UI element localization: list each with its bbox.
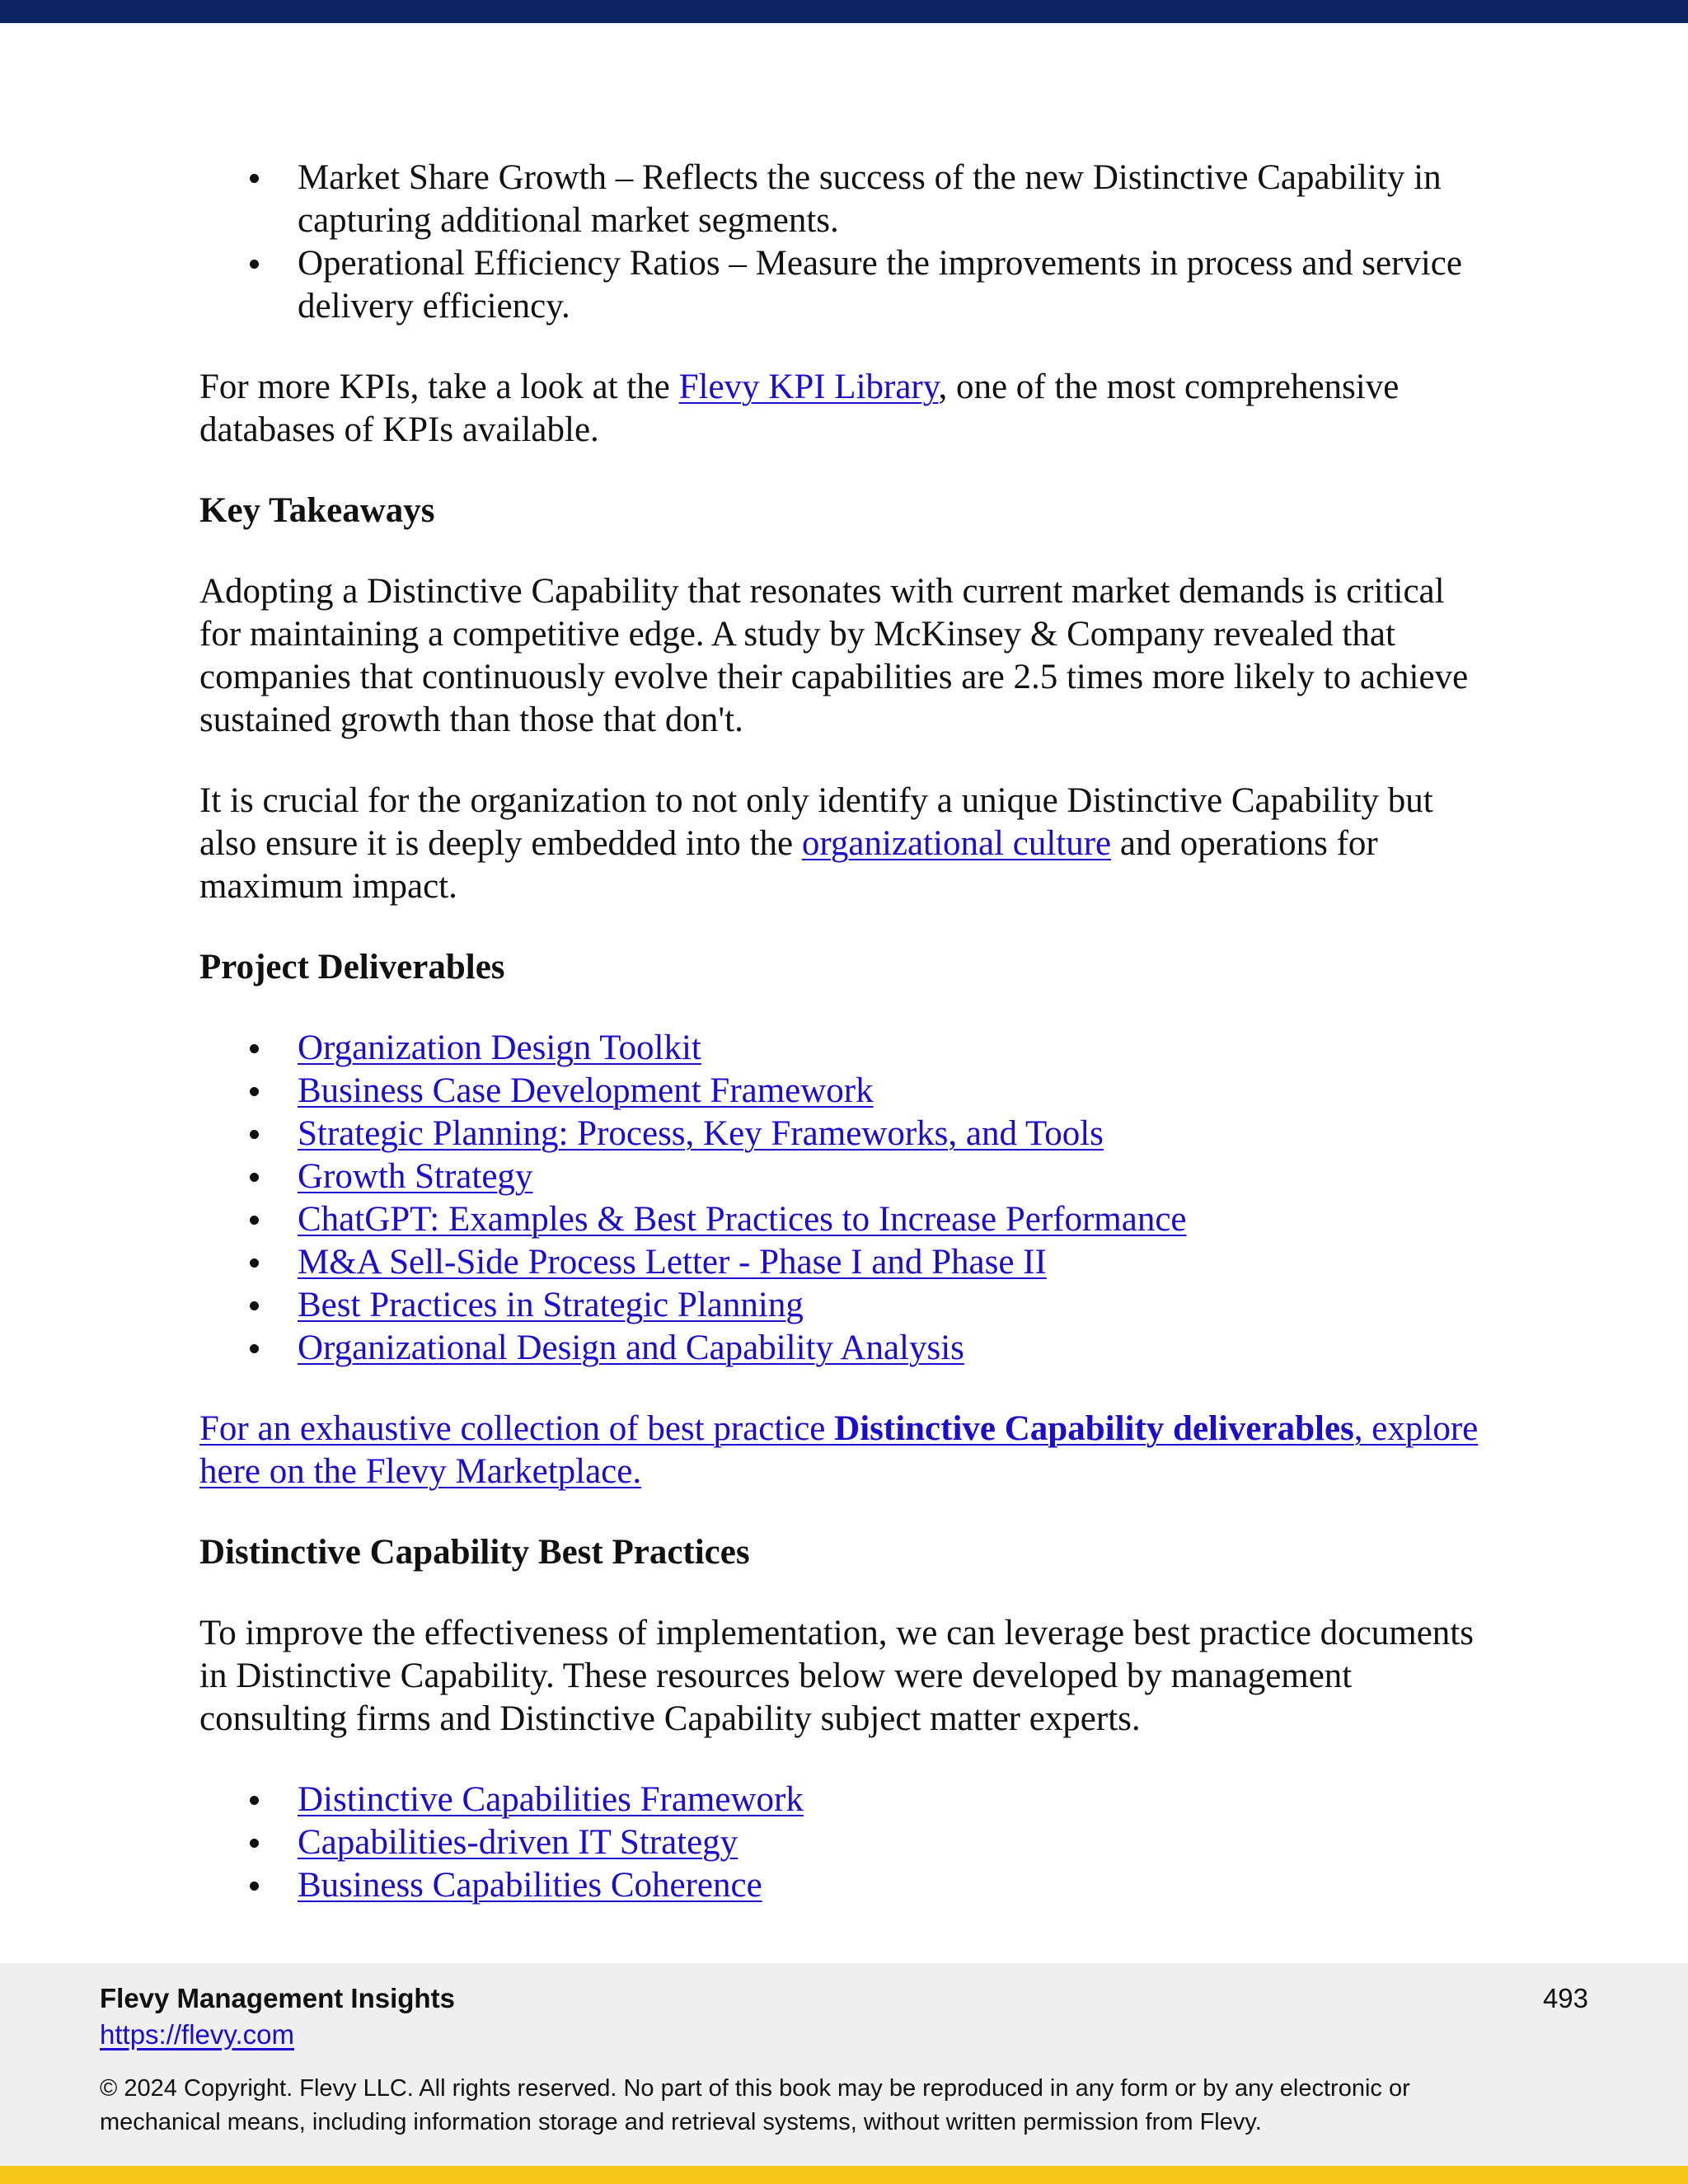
paragraph-text: It is crucial for the organization to not only identify a unique Distinctive Capability but also ensure it is deeply embedded into the bbox=[199, 781, 1433, 863]
bullet-icon bbox=[250, 1044, 259, 1053]
footer-url-link[interactable]: https://flevy.com bbox=[100, 2019, 294, 2050]
cta-bold-text: Distinctive Capability deliverables bbox=[834, 1409, 1354, 1448]
bottom-accent-bar bbox=[0, 2166, 1688, 2184]
kpi-library-link[interactable]: Flevy KPI Library bbox=[678, 368, 939, 406]
best-practice-link[interactable]: Capabilities-driven IT Strategy bbox=[298, 1823, 738, 1862]
list-item bbox=[199, 1327, 1485, 1370]
bullet-icon bbox=[250, 1796, 259, 1805]
bullet-icon bbox=[250, 1301, 259, 1310]
bullet-icon bbox=[250, 1130, 259, 1139]
list-item bbox=[199, 1821, 1485, 1864]
footer-brand: Flevy Management Insights bbox=[100, 1983, 455, 2013]
organizational-culture-link[interactable]: organizational culture bbox=[801, 824, 1112, 863]
project-deliverables-heading: Project Deliverables bbox=[199, 948, 505, 987]
marketplace-link[interactable] bbox=[199, 1409, 1478, 1491]
key-takeaways-paragraph-1: Adopting a Distinctive Capability that resonates with current market demands is critical for maintaining a competitive edge. A study by McKinsey & Company revealed that companies that continuously evolve their capabilities are 2.5 times more likely to achieve sustained growth than those that don't. bbox=[199, 572, 1469, 739]
list-item bbox=[199, 1113, 1485, 1155]
deliverable-link[interactable]: Business Case Development Framework bbox=[298, 1071, 874, 1110]
list-item bbox=[199, 157, 1485, 242]
deliverables-list bbox=[199, 1027, 1485, 1370]
list-item-text: Operational Efficiency Ratios – Measure the improvements in process and service delivery efficiency. bbox=[298, 244, 1462, 326]
bullet-icon bbox=[250, 1216, 259, 1225]
bullet-icon bbox=[250, 1839, 259, 1848]
list-item bbox=[199, 1155, 1485, 1198]
list-item bbox=[199, 1198, 1485, 1241]
key-takeaways-heading: Key Takeaways bbox=[199, 491, 435, 530]
paragraph-text: For more KPIs, take a look at the bbox=[199, 368, 679, 406]
copyright-notice: © 2024 Copyright. Flevy LLC. All rights reserved. No part of this book may be reproduced in any form or by any electronic or mechanical means, including information storage and retrieval systems, without written permission from Flevy. bbox=[100, 2075, 1410, 2135]
cta-text: For an exhaustive collection of best practice bbox=[199, 1409, 835, 1448]
best-practice-link[interactable]: Distinctive Capabilities Framework bbox=[298, 1780, 804, 1819]
list-item bbox=[199, 1864, 1485, 1907]
deliverable-link[interactable]: Strategic Planning: Process, Key Frameworks, and Tools bbox=[298, 1114, 1104, 1153]
kpi-library-paragraph bbox=[199, 366, 1485, 452]
best-practices-heading: Distinctive Capability Best Practices bbox=[199, 1533, 750, 1572]
bullet-icon bbox=[250, 1344, 259, 1353]
page-footer bbox=[0, 1963, 1688, 2166]
list-item bbox=[199, 1070, 1485, 1113]
top-accent-bar bbox=[0, 0, 1688, 23]
list-item bbox=[199, 1241, 1485, 1284]
bullet-icon bbox=[250, 174, 259, 183]
cta-text: , explore here on the Flevy Marketplace. bbox=[199, 1409, 1479, 1491]
bullet-icon bbox=[250, 1087, 259, 1096]
deliverable-link[interactable]: Growth Strategy bbox=[298, 1157, 533, 1196]
best-practices-list bbox=[199, 1779, 1485, 1907]
list-item bbox=[199, 1284, 1485, 1327]
list-item bbox=[199, 1779, 1485, 1821]
deliverable-link[interactable]: Organization Design Toolkit bbox=[298, 1029, 701, 1067]
list-item bbox=[199, 1027, 1485, 1070]
paragraph-text: and operations for maximum impact. bbox=[199, 824, 1378, 906]
best-practice-link[interactable]: Business Capabilities Coherence bbox=[298, 1866, 762, 1905]
list-item-text: Market Share Growth – Reflects the success of the new Distinctive Capability in capturing additional market segments. bbox=[298, 158, 1442, 240]
page-number: 493 bbox=[1542, 1983, 1588, 2013]
kpi-list bbox=[199, 157, 1485, 328]
bullet-icon bbox=[250, 1258, 259, 1268]
page-content bbox=[199, 157, 1485, 1945]
bullet-icon bbox=[250, 1173, 259, 1182]
deliverable-link[interactable]: ChatGPT: Examples & Best Practices to Increase Performance bbox=[298, 1200, 1187, 1239]
key-takeaways-paragraph-2 bbox=[199, 780, 1485, 908]
deliverable-link[interactable]: Organizational Design and Capability Analysis bbox=[298, 1329, 964, 1367]
best-practices-paragraph: To improve the effectiveness of implementation, we can leverage best practice documents in Distinctive Capability. These resources below were developed by management consulting firms and Distinctive Capability subject matter experts. bbox=[199, 1614, 1474, 1738]
bullet-icon bbox=[250, 260, 259, 269]
marketplace-cta bbox=[199, 1408, 1485, 1493]
deliverable-link[interactable]: Best Practices in Strategic Planning bbox=[298, 1286, 804, 1324]
deliverable-link[interactable]: M&A Sell-Side Process Letter - Phase I and Phase II bbox=[298, 1243, 1047, 1282]
bullet-icon bbox=[250, 1882, 259, 1891]
paragraph-text: , one of the most comprehensive databases of KPIs available. bbox=[199, 368, 1400, 449]
list-item bbox=[199, 242, 1485, 328]
